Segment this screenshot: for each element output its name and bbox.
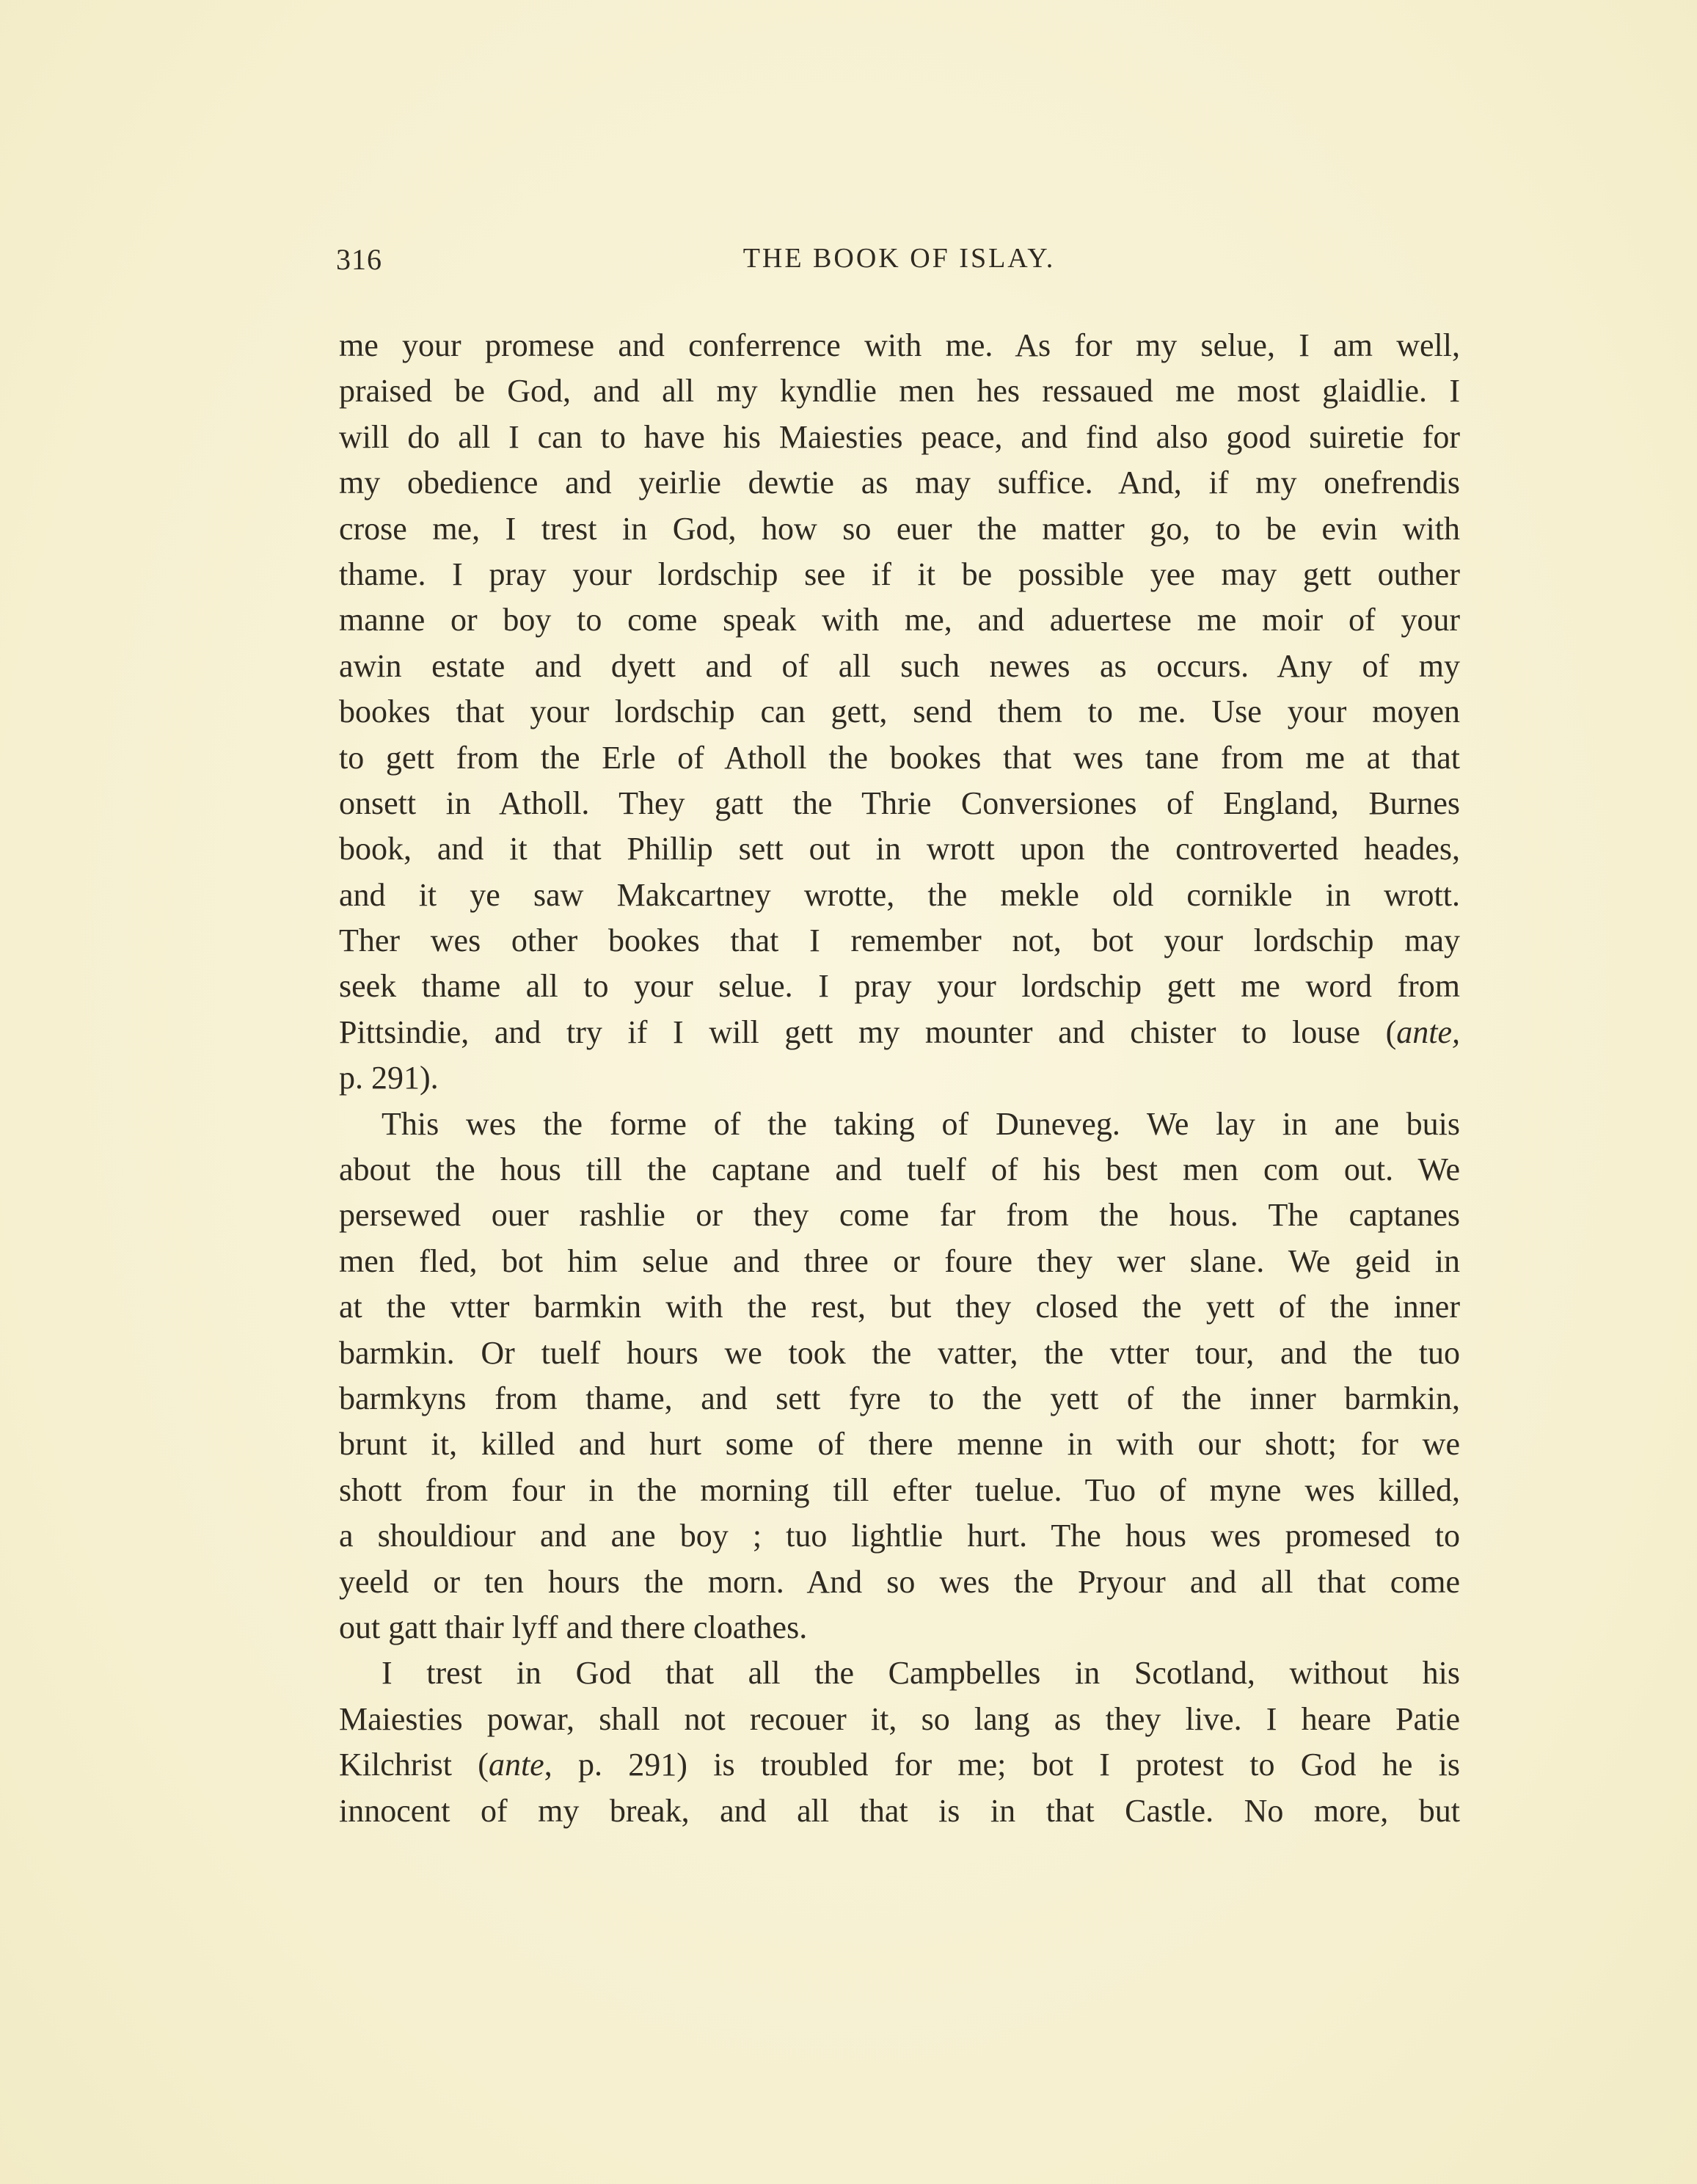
text-line: seek thame all to your selue. I pray your lordschip gett me word from [339,968,1460,1005]
text-line: me your promese and conferrence with me. As for my selue, I am well, [339,327,1460,363]
text-line: innocent of my break, and all that is in that Castle. No more, but [339,1792,1460,1829]
page-number: 316 [336,243,382,276]
text-line: about the hous till the captane and tuelf of his best men com out. We [339,1151,1460,1188]
running-title: THE BOOK OF ISLAY. [742,243,1056,274]
text-line: will do all I can to have his Maiesties peace, and find also good suiretie for [339,418,1460,455]
text-line: my obedience and yeirlie dewtie as may suffice. And, if my onefrendis [339,465,1460,501]
page-header [336,242,1462,286]
text-fragment: Kilchrist ( [339,1747,489,1783]
text-line: Ther wes other bookes that I remember not, bot your lordschip may [339,922,1460,959]
text-line: a shouldiour and ane boy ; tuo lightlie hurt. The hous wes promesed to [339,1518,1460,1554]
text-fragment: Pittsindie, and try if I will gett my mounter and chister to louse ( [339,1013,1397,1050]
text-line: crose me, I trest in God, how so euer the matter go, to be evin with [339,510,1460,547]
text-line: thame. I pray your lordschip see if it be possible yee may gett outher [339,556,1460,592]
text-line: onsett in Atholl. They gatt the Thrie Conversiones of England, Burnes [339,785,1460,821]
text-line: bookes that your lordschip can gett, send them to me. Use your moyen [339,694,1460,730]
italic-reference: ante [488,1747,544,1783]
text-line: barmkyns from thame, and sett fyre to the yett of the inner barmkin, [339,1380,1460,1416]
text-line: awin estate and dyett and of all such newes as occurs. Any of my [339,647,1460,684]
body-text [339,323,1460,1834]
text-line: out gatt thair lyff and there cloathes. [339,1609,808,1645]
text-line: barmkin. Or tuelf hours we took the vatter, the vtter tour, and the tuo [339,1334,1460,1371]
text-line-with-reference [339,1010,1460,1055]
text-line: Maiesties powar, shall not recouer it, so lang as they live. I heare Patie [339,1700,1460,1737]
text-line: yeeld or ten hours the morn. And so wes the Pryour and all that come [339,1563,1460,1600]
text-line: I trest in God that all the Campbelles in Scotland, without his [382,1655,1460,1692]
text-line: to gett from the Erle of Atholl the bookes that wes tane from me at that [339,739,1460,776]
text-line: at the vtter barmkin with the rest, but they closed the yett of the inner [339,1289,1460,1325]
text-line: men fled, bot him selue and three or foure they wer slane. We geid in [339,1242,1460,1279]
italic-reference: ante, [1396,1013,1460,1050]
text-line: brunt it, killed and hurt some of there menne in with our shott; for we [339,1426,1460,1463]
text-line: and it ye saw Makcartney wrotte, the mekle old cornikle in wrott. [339,876,1460,913]
text-fragment: , p. 291) is troubled for me; bot I protest to God he is [544,1747,1460,1783]
text-line: p. 291). [339,1060,439,1096]
text-line: This wes the forme of the taking of Duneveg. We lay in ane buis [382,1105,1460,1142]
text-line: manne or boy to come speak with me, and aduertese me moir of your [339,602,1460,638]
text-line: persewed ouer rashlie or they come far from the hous. The captanes [339,1197,1460,1234]
text-line: book, and it that Phillip sett out in wrott upon the controverted heades, [339,831,1460,867]
text-line: shott from four in the morning till efter tuelue. Tuo of myne wes killed, [339,1471,1460,1508]
text-line: praised be God, and all my kyndlie men hes ressaued me most glaidlie. I [339,373,1460,410]
text-line-with-reference [339,1742,1460,1788]
